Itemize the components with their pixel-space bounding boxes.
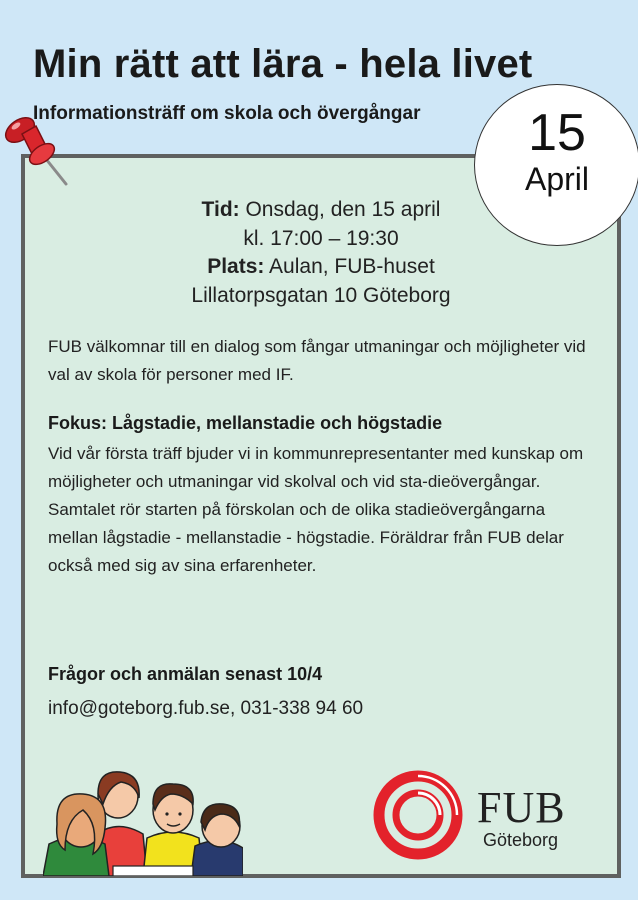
event-address: Lillatorpsgatan 10 Göteborg	[191, 283, 451, 307]
page-title: Min rätt att lära - hela livet	[33, 42, 533, 86]
fub-logo-city: Göteborg	[483, 830, 559, 850]
contact-heading: Frågor och anmälan senast 10/4	[48, 664, 323, 684]
event-place-line	[25, 253, 617, 282]
push-pin-icon	[2, 112, 72, 187]
people-illustration	[43, 764, 243, 876]
time-label: Tid:	[201, 198, 240, 221]
info-card	[21, 154, 621, 878]
place-value: Aulan, FUB-huset	[264, 255, 435, 278]
page-subtitle: Informationsträff om skola och övergångar	[33, 103, 421, 124]
date-badge-day: 15	[528, 104, 586, 162]
fub-logo-icon	[373, 770, 463, 860]
place-label: Plats:	[207, 255, 265, 278]
contact-details: info@goteborg.fub.se, 031-338 94 60	[48, 698, 364, 719]
time-value: Onsdag, den 15 april	[239, 198, 441, 221]
focus-heading: Fokus: Lågstadie, mellanstadie och högstadie	[48, 413, 443, 433]
fub-logo-name: FUB	[477, 783, 566, 832]
event-hours: kl. 17:00 – 19:30	[243, 226, 399, 250]
focus-paragraph: Vid vår första träff bjuder vi in kommunrepresentanter med kunskap om möjligheter och utmaningar vid skolval och vid sta-dieövergångar. Samtalet rör starten på förskolan och de olika stadieövergångarna mellan lågstadie - mellanstadie - högstadie. Föräldrar från FUB delar också med sig av sina erfarenheter.	[48, 444, 584, 575]
date-badge	[474, 84, 638, 246]
intro-paragraph: FUB välkomnar till en dialog som fångar utmaningar och möjligheter vid val av skola för personer med IF.	[48, 337, 586, 384]
date-badge-month: April	[524, 161, 589, 197]
